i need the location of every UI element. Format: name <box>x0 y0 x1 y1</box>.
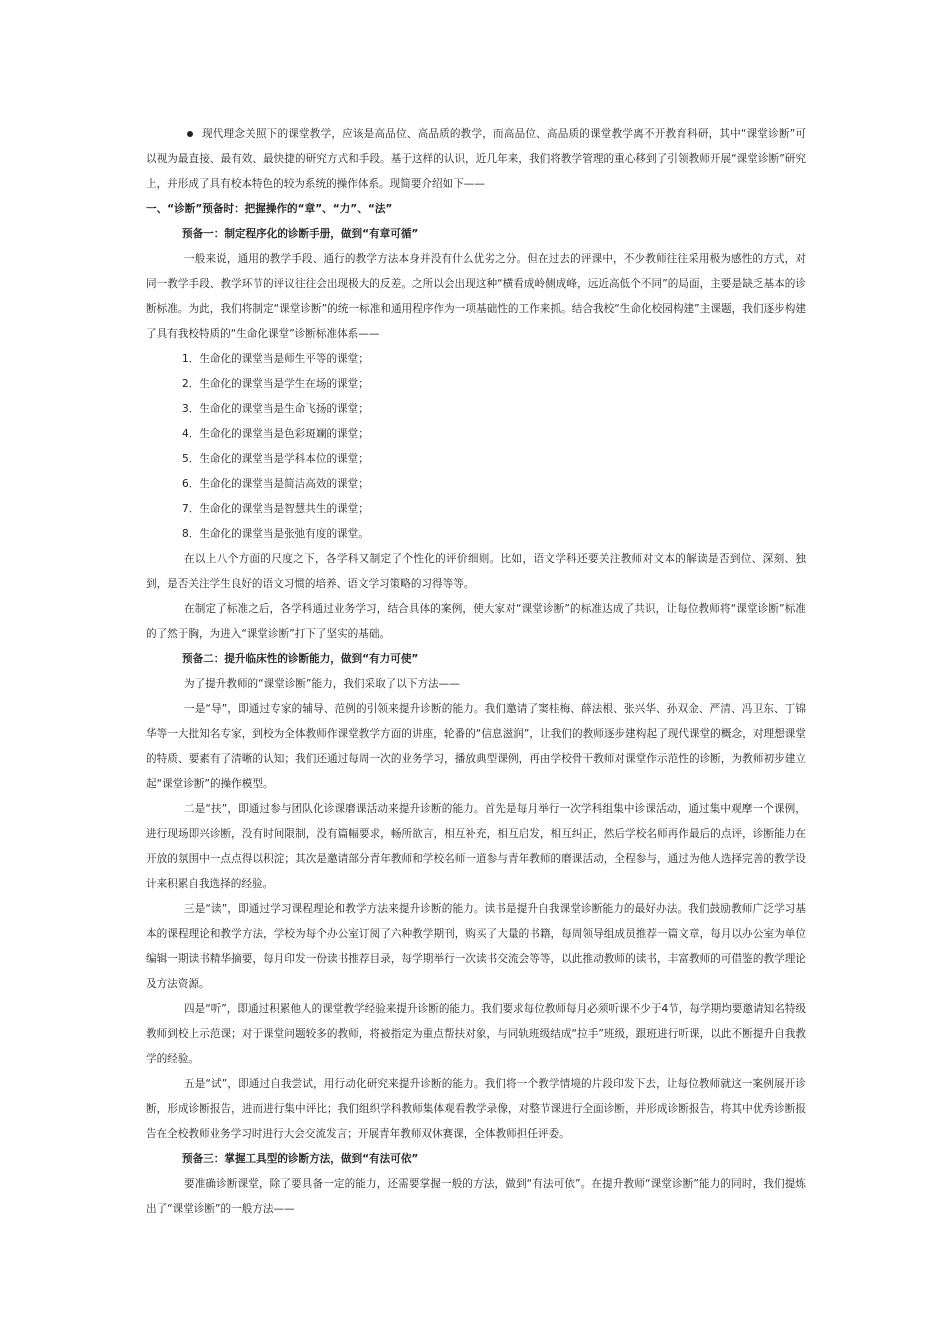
list-item: 8．生命化的课堂当是张弛有度的课堂。 <box>182 528 369 540</box>
prep1-paragraph-1: 一般来说，通用的教学手段、通行的教学方法本身并没有什么优劣之分。但在过去的评课中，不少教师往往采用极为感性的方式，对同一教学手段、教学环节的评议往往会出现极大的反差。之所以会出现这种“横看成岭侧成峰，远近高低个不同”的局面，主要是缺乏基本的诊断标准。为此，我们将制定“课堂诊断”的统一标准和通用程序作为一项基础性的工作来抓。结合我校“生命化校园构建”主课题，我们逐步构建了具有我校特质的“生命化课堂”诊断标准体系—— <box>146 253 806 340</box>
prep1-heading: 预备一：制定程序化的诊断手册，做到“有章可循” <box>182 228 419 240</box>
intro-paragraph: 现代理念关照下的课堂教学，应该是高品位、高品质的教学，而高品位、高品质的课堂教学离不开教育科研，其中“课堂诊断”可以视为最直接、最有效、最快捷的研究方式和手段。基于这样的认识，近几年来，我们将教学管理的重心移到了引领教师开展“课堂诊断”研究上，并形成了具有校本特色的较为系统的操作体系。现简要介绍如下—— <box>146 128 806 190</box>
prep3-heading: 预备三：掌握工具型的诊断方法，做到“有法可依” <box>182 1153 419 1165</box>
list-item: 7．生命化的课堂当是智慧共生的课堂； <box>182 503 369 515</box>
prep2-lead: 为了提升教师的“课堂诊断”能力，我们采取了以下方法—— <box>184 678 460 690</box>
prep2-method-5: 五是“试”，即通过自我尝试，用行动化研究来提升诊断的能力。我们将一个教学情境的片段印发下去，让每位教师就这一案例展开诊断，形成诊断报告，进而进行集中评比；我们组织学科教师集体观看教学录像，对整节课进行全面诊断，并形成诊断报告，将其中优秀诊断报告在全校教师业务学习时进行大会交流发言；开展青年教师双休赛课，全体教师担任评委。 <box>146 1078 806 1140</box>
prep2-heading: 预备二：提升临床性的诊断能力，做到“有力可使” <box>182 653 419 665</box>
list-item: 5．生命化的课堂当是学科本位的课堂； <box>182 453 369 465</box>
prep2-method-2: 二是“扶”，即通过参与团队化诊课磨课活动来提升诊断的能力。首先是每月举行一次学科组集中诊课活动，通过集中观摩一个课例，进行现场即兴诊断，没有时间限制，没有篇幅要求，畅所欲言，相互补充，相互启发，相互纠正，然后学校名师再作最后的点评，诊断能力在开放的氛围中一点点得以积淀；其次是邀请部分青年教师和学校名师一道参与青年教师的磨课活动，全程参与，通过为他人选择完善的教学设计来积累自我选择的经验。 <box>146 803 806 890</box>
prep2-method-3: 三是“读”，即通过学习课程理论和教学方法来提升诊断的能力。读书是提升自我课堂诊断能力的最好办法。我们鼓励教师广泛学习基本的课程理论和教学方法，学校为每个办公室订阅了六种教学期刊，购买了大量的书籍，每周领导组成员推荐一篇文章，每月以办公室为单位编辑一期读书精华摘要，每月印发一份读书推荐目录，每学期举行一次读书交流会等等，以此推动教师的读书，丰富教师的可借鉴的教学理论及方法资源。 <box>146 903 806 990</box>
section-heading-1: 一、“诊断”预备时：把握操作的“章”、“力”、“法” <box>146 203 393 215</box>
prep1-paragraph-3: 在制定了标准之后，各学科通过业务学习，结合具体的案例，使大家对“课堂诊断”的标准达成了共识，让每位教师将“课堂诊断”标准的了然于胸，为进入“课堂诊断”打下了坚实的基础。 <box>146 603 806 640</box>
list-item: 2．生命化的课堂当是学生在场的课堂； <box>182 378 369 390</box>
prep2-method-1: 一是“导”，即通过专家的辅导、范例的引领来提升诊断的能力。我们邀请了窦桂梅、薛法根、张兴华、孙双金、严清、冯卫东、丁锦华等一大批知名专家，到校为全体教师作课堂教学方面的讲座，轮番的“信息滋润”，让我们的教师逐步建构起了现代课堂的概念，对理想课堂的特质、要素有了清晰的认知；我们还通过每周一次的业务学习，播放典型课例，再由学校骨干教师对课堂作示范性的诊断，为教师初步建立起“课堂诊断”的操作模型。 <box>146 703 806 790</box>
prep2-method-4: 四是“听”，即通过积累他人的课堂教学经验来提升诊断的能力。我们要求每位教师每月必须听课不少于4节，每学期均要邀请知名特级教师到校上示范课；对于课堂问题较多的教师，将被指定为重点帮扶对象，与同轨班级结成“拉手”班级，跟班进行听课，以此不断提升自我教学的经验。 <box>146 1003 806 1065</box>
list-item: 3．生命化的课堂当是生命飞扬的课堂； <box>182 403 369 415</box>
list-item: 6．生命化的课堂当是简洁高效的课堂； <box>182 478 369 490</box>
list-item: 1．生命化的课堂当是师生平等的课堂； <box>182 353 369 365</box>
prep1-paragraph-2: 在以上八个方面的尺度之下，各学科又制定了个性化的评价细则。比如，语文学科还要关注教师对文本的解读是否到位、深刻、独到，是否关注学生良好的语文习惯的培养、语文学习策略的习得等等。 <box>146 553 806 590</box>
list-item: 4．生命化的课堂当是色彩斑斓的课堂； <box>182 428 369 440</box>
prep3-paragraph-1: 要准确诊断课堂，除了要具备一定的能力，还需要掌握一般的方法，做到“有法可依”。在提升教师“课堂诊断”能力的同时，我们提炼出了“课堂诊断”的一般方法—— <box>146 1178 806 1215</box>
